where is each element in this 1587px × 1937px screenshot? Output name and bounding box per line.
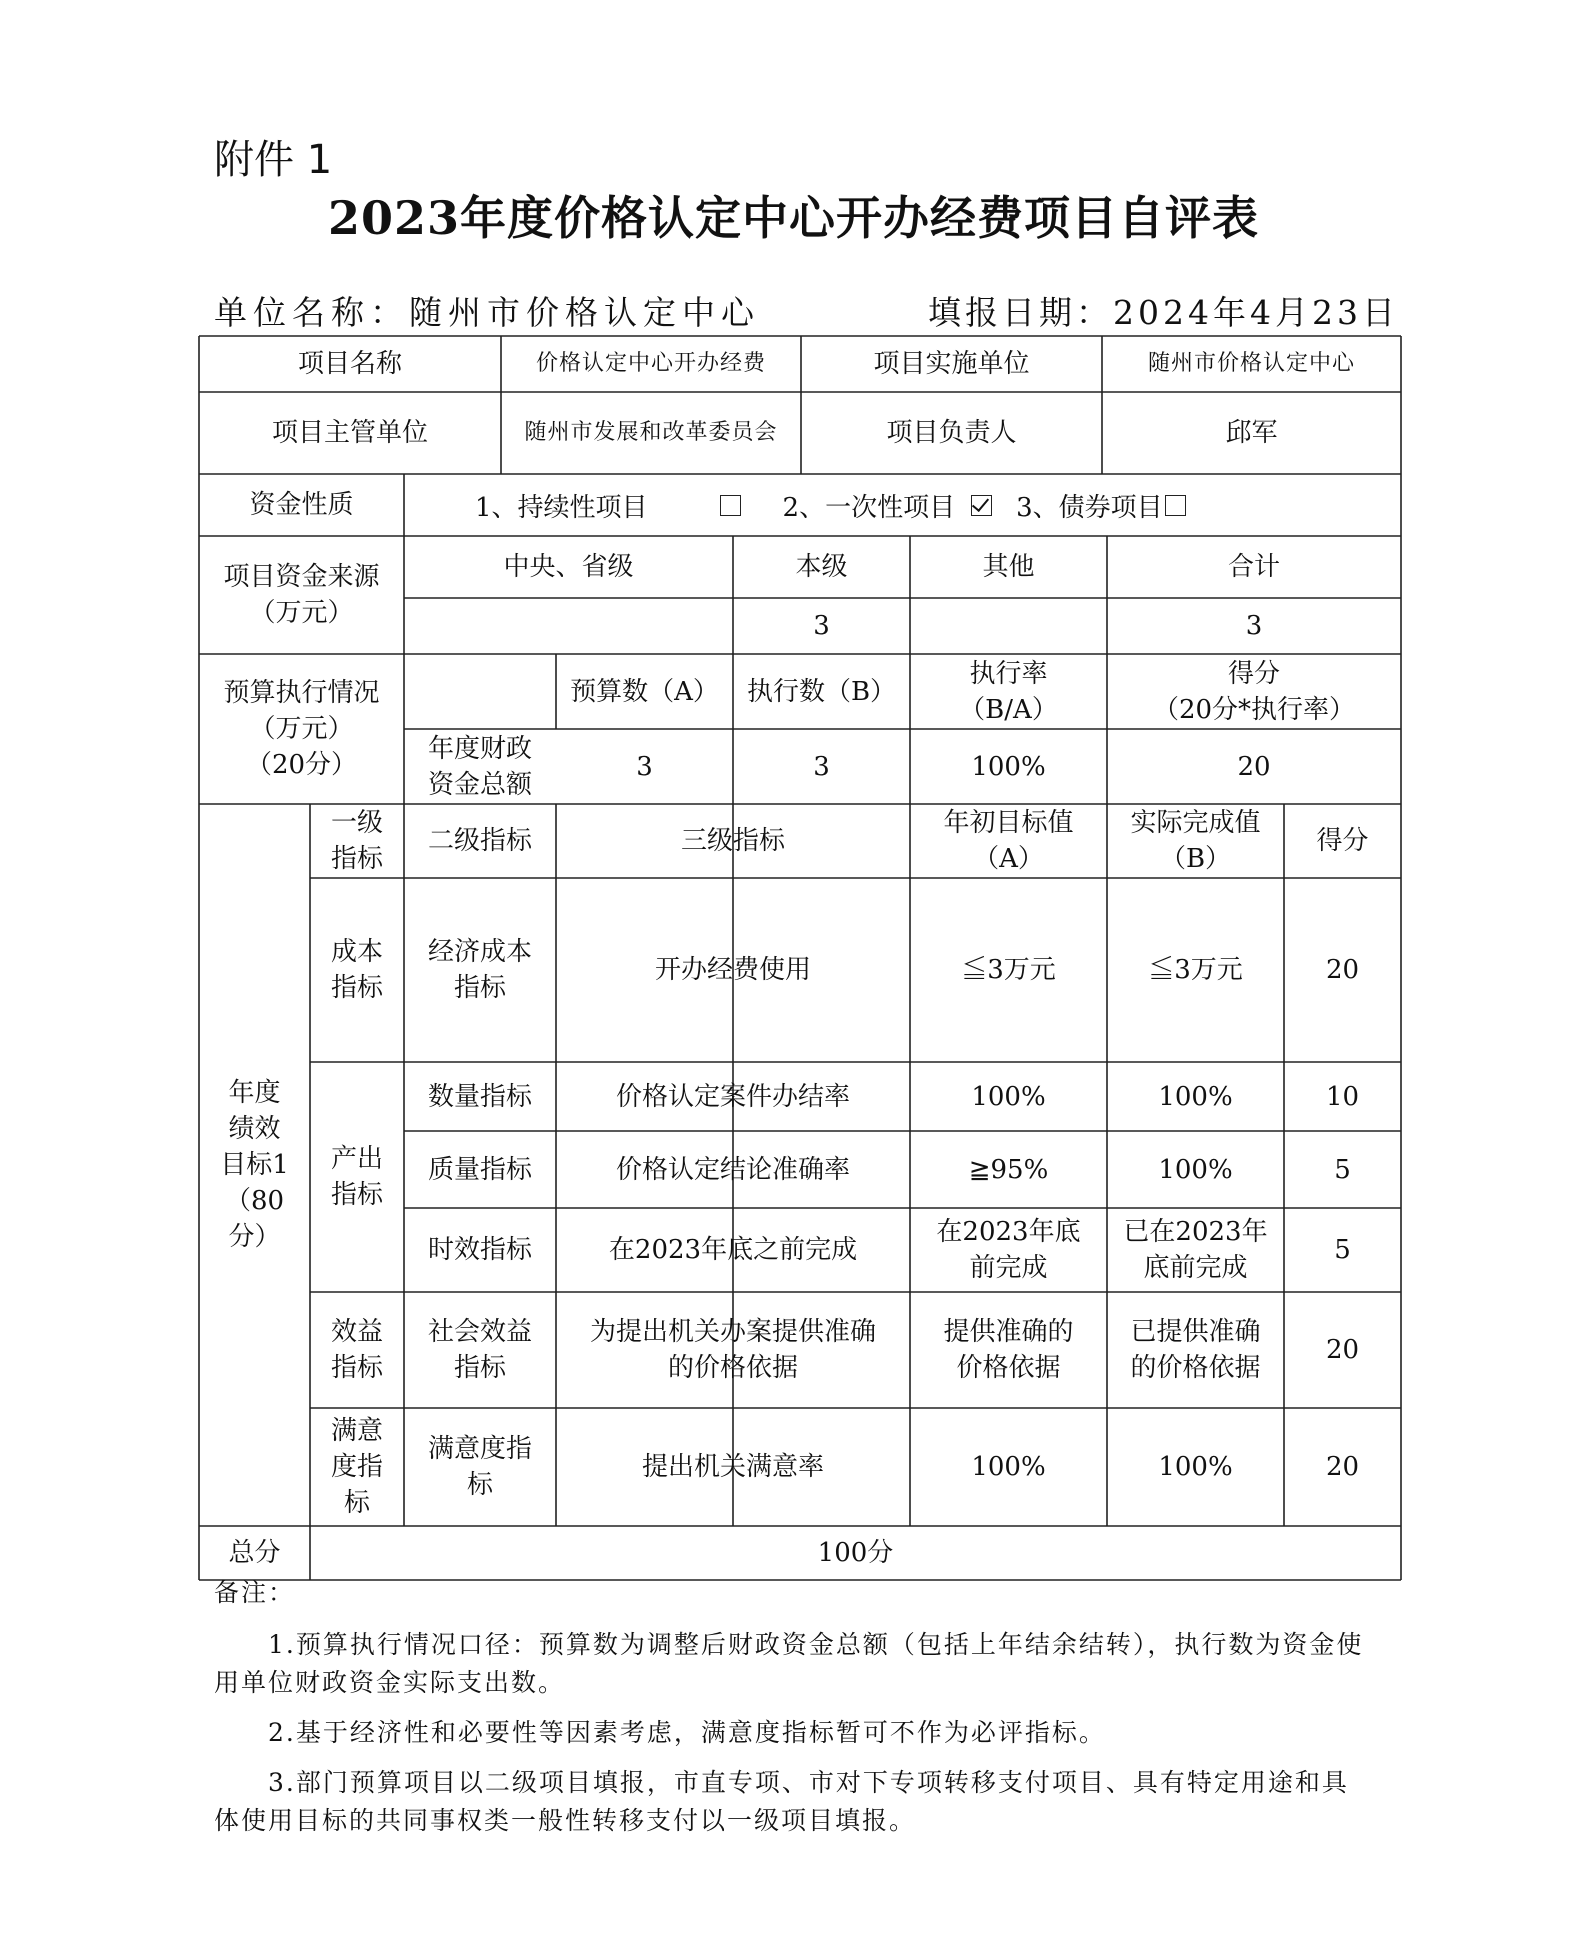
level1-cost: 成本 指标 <box>330 937 383 1003</box>
fund-source-header-total: 合计 <box>1227 552 1280 582</box>
project-name-value: 价格认定中心开办经费 <box>535 351 766 376</box>
perf-header-level2: 二级指标 <box>427 826 532 856</box>
table-row-target: 100% <box>971 1452 1046 1482</box>
budget-label: 预算执行情况 （万元） （20分） <box>223 678 380 780</box>
table-row-level2: 满意度指 标 <box>427 1434 532 1500</box>
fund-source-header-local: 本级 <box>795 552 848 582</box>
table-row-level3: 提出机关满意率 <box>641 1452 824 1482</box>
total-label: 总分 <box>228 1538 281 1568</box>
level1-output: 产出 指标 <box>330 1144 383 1210</box>
fund-source-value-local: 3 <box>813 611 830 641</box>
option-continuous-label: 1、持续性项目 <box>475 492 648 523</box>
table-row-score: 5 <box>1334 1154 1351 1185</box>
supervisor-value: 随州市发展和改革委员会 <box>524 420 778 445</box>
table-row-actual: 100% <box>1158 1452 1233 1482</box>
performance-label: 年度 绩效 目标1 （80 分） <box>220 1078 289 1252</box>
budget-value-budgeted: 3 <box>636 751 653 782</box>
fund-nature-label: 资金性质 <box>249 490 354 520</box>
budget-value-rate: 100% <box>971 751 1046 782</box>
note-item: 2.基于经济性和必要性等因素考虑，满意度指标暂可不作为必评指标。 <box>268 1718 1106 1747</box>
perf-header-score: 得分 <box>1316 826 1369 856</box>
table-row-actual: 已在2023年 底前完成 <box>1123 1217 1268 1283</box>
fund-source-header-central: 中央、省级 <box>503 552 634 582</box>
table-row-score: 20 <box>1325 955 1360 985</box>
table-row-level2: 经济成本 指标 <box>427 937 532 1003</box>
table-row-actual: ≦3万元 <box>1148 955 1243 985</box>
fund-source-value-total: 3 <box>1245 611 1263 641</box>
table-row-target: 100% <box>971 1081 1046 1112</box>
attachment-label: 附件 1 <box>214 137 333 183</box>
table-row-level2: 数量指标 <box>427 1081 532 1112</box>
leader-label: 项目负责人 <box>886 418 1017 448</box>
total-value: 100分 <box>817 1538 894 1568</box>
fund-source-label: 项目资金来源 （万元） <box>223 562 380 628</box>
perf-header-target: 年初目标值 （A） <box>943 808 1074 874</box>
table-row-target: 提供准确的 价格依据 <box>943 1317 1074 1383</box>
project-name-label: 项目名称 <box>297 349 402 379</box>
fill-date: 填报日期：2024年4月23日 <box>928 293 1399 332</box>
budget-header-budgeted: 预算数（A） <box>570 676 719 707</box>
table-row-level3: 开办经费使用 <box>654 955 811 985</box>
table-row-level3: 价格认定结论准确率 <box>615 1154 850 1185</box>
level1-satisfaction: 满意 度指 标 <box>330 1416 383 1518</box>
option-bond-checkbox[interactable] <box>1165 495 1186 516</box>
note-item: 3.部门预算项目以二级项目填报，市直专项、市对下专项转移支付项目、具有特定用途和具 体使用目标的共同事权类一般性转移支付以一级项目填报。 <box>214 1768 1349 1835</box>
option-bond-label: 3、债券项目 <box>1016 492 1163 523</box>
fund-source-header-other: 其他 <box>982 552 1035 582</box>
supervisor-label: 项目主管单位 <box>271 418 428 448</box>
option-one-time-checkbox[interactable] <box>971 495 992 516</box>
table-row-level2: 社会效益 指标 <box>427 1317 532 1383</box>
table-row-level3: 为提出机关办案提供准确 的价格依据 <box>589 1317 876 1383</box>
table-row-actual: 100% <box>1158 1081 1233 1112</box>
table-row-level3: 价格认定案件办结率 <box>615 1081 850 1112</box>
table-row-level2: 时效指标 <box>427 1235 532 1265</box>
table-row-score: 20 <box>1325 1452 1360 1482</box>
fund-nature-options <box>403 481 1403 529</box>
table-row-target: 在2023年底 前完成 <box>936 1217 1081 1283</box>
budget-header-score: 得分 （20分*执行率） <box>1152 658 1356 725</box>
table-row-actual: 已提供准确 的价格依据 <box>1130 1317 1261 1383</box>
leader-value: 邱军 <box>1225 418 1278 448</box>
budget-value-executed: 3 <box>813 751 830 782</box>
table-row-score: 10 <box>1325 1081 1360 1112</box>
table-row-actual: 100% <box>1158 1154 1233 1185</box>
perf-header-level3: 三级指标 <box>680 826 785 856</box>
unit-name: 单位名称：随州市价格认定中心 <box>214 293 760 332</box>
table-row-score: 5 <box>1334 1235 1351 1265</box>
budget-header-executed: 执行数（B） <box>746 676 897 707</box>
budget-value-score: 20 <box>1237 751 1271 782</box>
perf-header-level1: 一级 指标 <box>330 808 383 874</box>
document-title: 2023年度价格认定中心开办经费项目自评表 <box>327 191 1260 245</box>
option-one-time-label: 2、一次性项目 <box>782 492 956 523</box>
notes-section <box>214 1574 1372 1852</box>
table-row-level2: 质量指标 <box>427 1154 532 1185</box>
note-item: 1.预算执行情况口径：预算数为调整后财政资金总额（包括上年结余结转），执行数为资金使用单位财政资金实际支出数。 <box>214 1630 1364 1697</box>
level1-benefit: 效益 指标 <box>330 1317 383 1383</box>
table-row-target: ≦3万元 <box>961 955 1056 985</box>
notes-label: 备注： <box>214 1578 296 1607</box>
table-row-level3: 在2023年底之前完成 <box>608 1235 858 1265</box>
fund-source-value-central <box>404 598 733 654</box>
option-continuous-checkbox[interactable] <box>720 495 741 516</box>
impl-unit-value: 随州市价格认定中心 <box>1147 351 1355 376</box>
budget-row-label: 年度财政 资金总额 <box>427 733 532 800</box>
impl-unit-label: 项目实施单位 <box>873 349 1030 379</box>
perf-header-actual: 实际完成值 （B） <box>1130 808 1261 874</box>
table-row-score: 20 <box>1325 1335 1360 1365</box>
fund-source-value-other <box>910 598 1107 654</box>
table-row-target: ≧95% <box>968 1154 1049 1185</box>
budget-header-rate: 执行率 （B/A） <box>959 658 1058 725</box>
